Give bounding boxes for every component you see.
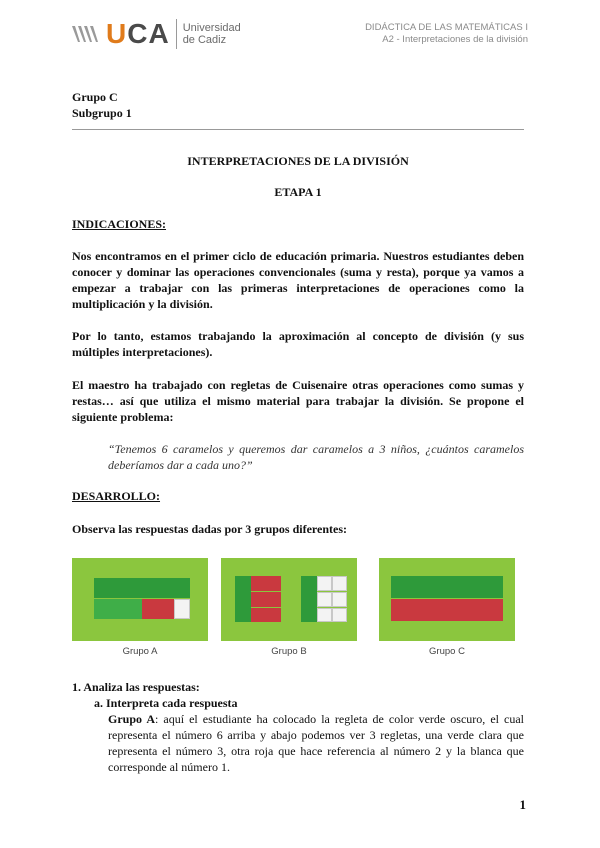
university-logo	[70, 16, 241, 52]
desarrollo-intro: Observa las respuestas dadas por 3 grupos diferentes:	[72, 522, 348, 536]
indicaciones-paragraph-3: El maestro ha trabajado con regletas de Cuisenaire otras operaciones como sumas y restas… así que utiliza el mismo material para trabajar la división. Se propone el siguiente problema:	[72, 378, 524, 424]
logo-divider	[176, 19, 177, 49]
indicaciones-paragraph-2: Por lo tanto, estamos trabajando la aproximación al concepto de división (y sus múltiples interpretaciones).	[72, 329, 524, 359]
analysis-sub-a: a. Interpreta cada respuesta	[94, 696, 238, 710]
course-name: DIDÁCTICA DE LAS MATEMÁTICAS I	[365, 22, 528, 33]
uca-emblem-icon	[70, 22, 100, 46]
photo-group-c	[379, 558, 515, 641]
group-a-text: : aquí el estudiante ha colocado la regleta de color verde oscuro, el cual representa el número 6 arriba y abajo podemos ver 3 regletas, una verde clara que representa el número 3, otra roja que hace referencia al número 2 y la blanca que corresponde al número 1.	[108, 712, 524, 774]
uca-logo-text: UCA	[106, 18, 170, 49]
caption-group-a: Grupo A	[122, 646, 158, 657]
indicaciones-paragraph-1: Nos encontramos en el primer ciclo de educación primaria. Nuestros estudiantes deben conocer y dominar las operaciones convencionales (suma y resta), porque ya vamos a empezar a trabajar con las primeras interpretaciones de operaciones como la multiplicación y la división.	[72, 249, 524, 311]
header-divider	[72, 129, 524, 130]
course-header	[365, 22, 528, 46]
caption-group-c: Grupo C	[429, 646, 465, 657]
activity-name: A2 - Interpretaciones de la división	[382, 34, 528, 45]
subgroup-label: Subgrupo 1	[72, 106, 132, 120]
desarrollo-heading: DESARROLLO:	[72, 489, 161, 503]
indicaciones-heading: INDICACIONES:	[72, 217, 167, 231]
problem-quote: “Tenemos 6 caramelos y queremos dar caramelos a 3 niños, ¿cuántos caramelos deberíamos dar a cada uno?”	[108, 442, 524, 472]
analysis-item-1: 1. Analiza las respuestas:	[72, 680, 200, 694]
group-a-analysis	[108, 711, 524, 775]
group-a-label: Grupo A	[108, 712, 156, 726]
page-number: 1	[519, 797, 526, 812]
university-name: Universidad de Cadiz	[182, 22, 241, 46]
photo-group-a	[72, 558, 208, 641]
stage-title: ETAPA 1	[274, 185, 322, 199]
page-title: INTERPRETACIONES DE LA DIVISIÓN	[187, 154, 409, 168]
caption-group-b: Grupo B	[271, 646, 307, 657]
photo-group-b	[221, 558, 357, 641]
group-label: Grupo C	[72, 90, 118, 104]
